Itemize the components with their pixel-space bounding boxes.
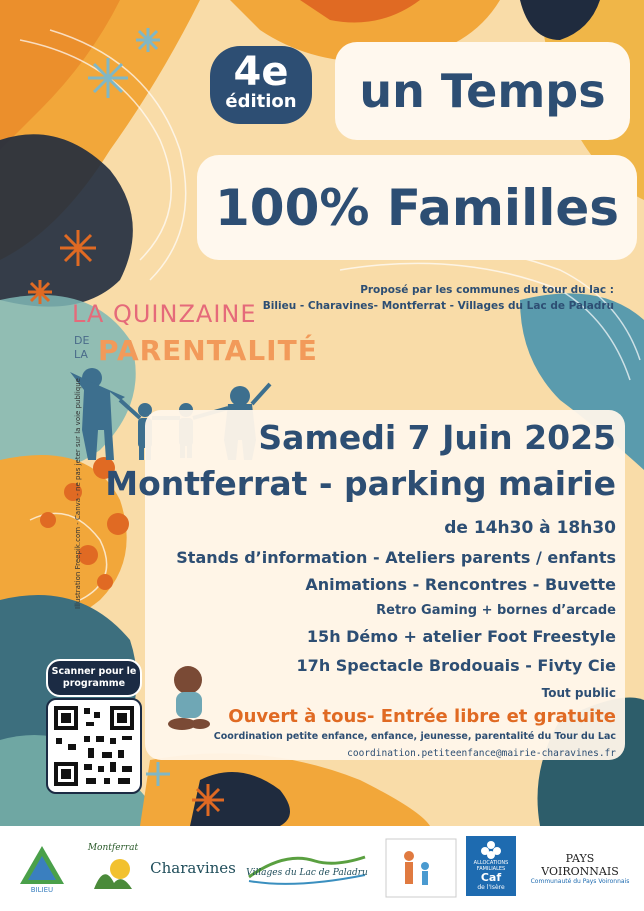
logo-caf[interactable] [466, 836, 516, 896]
edition-number: 4e [233, 49, 289, 95]
logo-parentalite[interactable] [384, 838, 458, 898]
caf-flower-icon [480, 840, 502, 860]
logo-bilieu[interactable] [14, 838, 70, 898]
parentalite-logo-icon [385, 838, 457, 898]
logo-montferrat[interactable] [82, 838, 144, 898]
baby-illustration [160, 660, 220, 740]
event-audience: Tout public [541, 686, 616, 700]
qr-code-graphic [48, 700, 140, 792]
edition-label: édition [225, 91, 297, 112]
logo-pays-voironnais[interactable] [526, 838, 634, 898]
qr-code[interactable] [46, 698, 142, 794]
event-hours: de 14h30 à 18h30 [444, 518, 616, 538]
pays-logo-text: PAYS VOIRONNAIS [541, 851, 619, 878]
montferrat-logo-icon [90, 853, 136, 893]
event-line-1: Stands d’information - Ateliers parents / enfants [176, 548, 616, 567]
event-line-3: Retro Gaming + bornes d’arcade [376, 603, 616, 618]
event-date: Samedi 7 Juin 2025 [258, 418, 616, 457]
pays-logo-sub: Communauté du Pays Voironnais [530, 877, 630, 885]
edition-badge [210, 46, 312, 124]
caf-name: Caf [480, 871, 502, 884]
quinzaine-de: DE [74, 334, 90, 347]
parentalite-word: PARENTALITÉ [98, 334, 318, 367]
title-line-2: 100% Familles [214, 178, 620, 237]
villages-logo-icon [245, 841, 369, 895]
event-line-5: 17h Spectacle Brodouais - Fivty Cie [296, 656, 616, 675]
event-place: Montferrat - parking mairie [105, 464, 616, 503]
montferrat-logo-text: Montferrat [87, 843, 139, 853]
event-line-2: Animations - Rencontres - Buvette [305, 575, 616, 594]
caf-sub: de l'Isère [477, 884, 505, 891]
bilieu-logo-text: BILIEU [30, 886, 54, 894]
vertical-credit: Illustration Freepik.com - Canva - ne pas jeter sur la voie publique [74, 378, 82, 609]
caf-top-text: ALLOCATIONS FAMILIALES [473, 860, 509, 872]
villages-logo-text: Villages du Lac de Paladru [246, 868, 368, 878]
scan-line-1: Scanner pour le [51, 666, 137, 677]
bilieu-logo-icon [16, 842, 68, 894]
event-email[interactable]: coordination.petiteenfance@mairie-charavines.fr [347, 748, 616, 759]
quinzaine-word: LA QUINZAINE [72, 300, 257, 328]
scan-label [46, 659, 142, 697]
event-open: Ouvert à tous- Entrée libre et gratuite [228, 706, 616, 727]
logo-villages-paladru[interactable] [244, 838, 370, 898]
proposed-line-1: Proposé par les communes du tour du lac : [360, 284, 614, 296]
title-line-1: un Temps [359, 64, 606, 118]
logo-charavines[interactable] [152, 838, 234, 898]
scan-line-2: programme [62, 678, 126, 689]
event-coordination: Coordination petite enfance, enfance, jeunesse, parentalité du Tour du Lac [213, 731, 616, 742]
event-line-4: 15h Démo + atelier Foot Freestyle [306, 627, 616, 646]
proposed-line-2: Bilieu - Charavines- Montferrat - Villages du Lac de Paladru [262, 300, 614, 312]
quinzaine-logo [72, 300, 362, 380]
quinzaine-la: LA [74, 348, 88, 361]
charavines-logo-text: Charavines [150, 859, 236, 877]
